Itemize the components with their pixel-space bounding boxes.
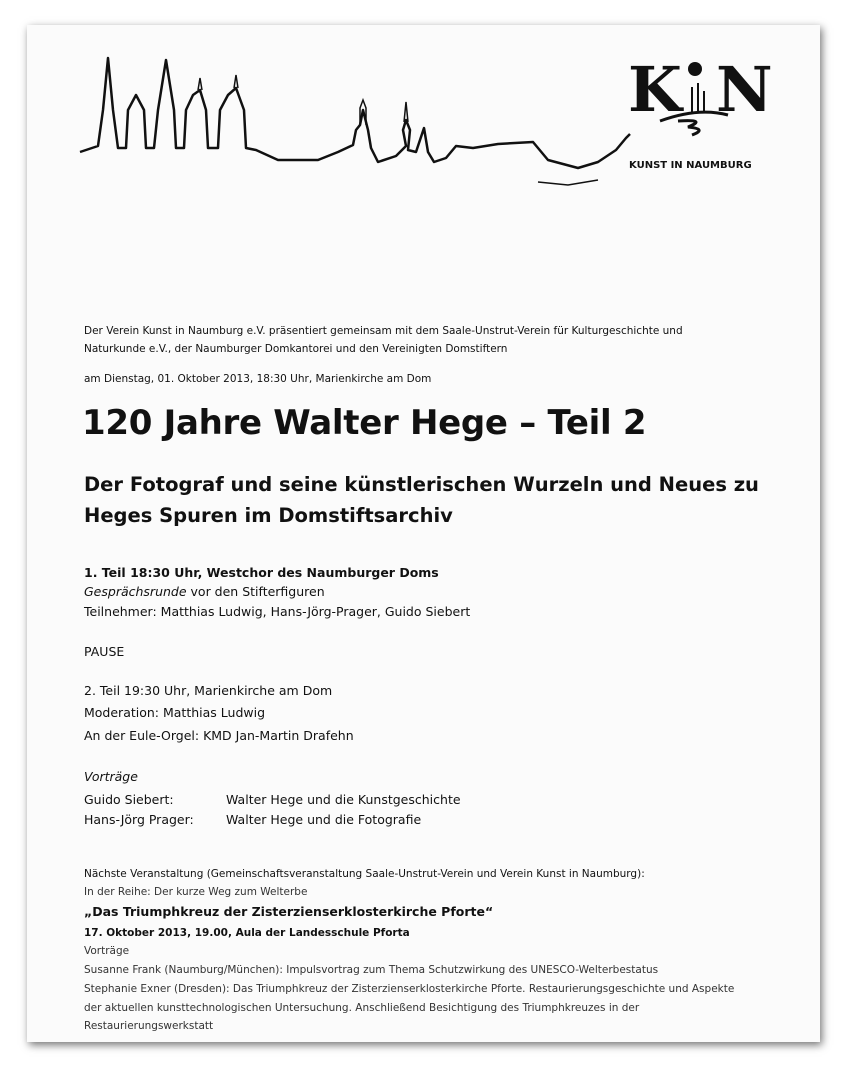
part2-heading: 2. Teil 19:30 Uhr, Marienkirche am Dom [84, 683, 333, 698]
part1-format-italic: Gesprächsrunde [84, 584, 187, 599]
page-title: 120 Jahre Walter Hege – Teil 2 [82, 403, 647, 443]
svg-text:N: N [716, 53, 773, 126]
next-event-talk-2-line-1: Stephanie Exner (Dresden): Das Triumphkreuz der Zisterzienserklosterkirche Pforte. Restaurierungsgeschichte und Aspekte [84, 983, 735, 995]
next-event-date: 17. Oktober 2013, 19.00, Aula der Landesschule Pforta [84, 927, 410, 939]
next-event-talks-label: Vorträge [84, 945, 130, 957]
talk-topic: Walter Hege und die Kunstgeschichte [226, 792, 461, 807]
next-event-talk-1: Susanne Frank (Naumburg/München): Impulsvortrag zum Thema Schutzwirkung des UNESCO-Welterbestatus [84, 964, 659, 976]
part1-heading: 1. Teil 18:30 Uhr, Westchor des Naumburger Doms [84, 565, 439, 580]
part2-organ: An der Eule-Orgel: KMD Jan-Martin Drafehn [84, 728, 354, 743]
next-event-series: In der Reihe: Der kurze Weg zum Welterbe [84, 886, 308, 898]
intro-date: am Dienstag, 01. Oktober 2013, 18:30 Uhr, Marienkirche am Dom [84, 373, 432, 385]
next-event-talk-2-line-3: Restaurierungswerkstatt [84, 1020, 214, 1032]
next-event-intro: Nächste Veranstaltung (Gemeinschaftsveranstaltung Saale-Unstrut-Verein und Verein Kunst in Naumburg): [84, 868, 645, 880]
subtitle-line-2: Heges Spuren im Domstiftsarchiv [84, 504, 453, 527]
talk-speaker: Guido Siebert: [84, 792, 174, 807]
next-event-title: „Das Triumphkreuz der Zisterzienserklosterkirche Pforte“ [84, 904, 494, 919]
svg-text:K: K [628, 53, 682, 126]
kin-logo [628, 53, 773, 135]
part1-participants: Teilnehmer: Matthias Ludwig, Hans-Jörg-Prager, Guido Siebert [84, 604, 471, 619]
intro-line-1: Der Verein Kunst in Naumburg e.V. präsentiert gemeinsam mit dem Saale-Unstrut-Verein für Kulturgeschichte und [84, 325, 683, 337]
talk-speaker: Hans-Jörg Prager: [84, 812, 194, 827]
intro-line-2: Naturkunde e.V., der Naumburger Domkantorei und den Vereinigten Domstiftern [84, 343, 508, 355]
logo-caption: KUNST IN NAUMBURG [629, 160, 752, 171]
pause-label: PAUSE [84, 644, 125, 659]
talk-topic: Walter Hege und die Fotografie [226, 812, 422, 827]
naumburg-skyline-drawing [78, 50, 638, 190]
part1-format [84, 584, 325, 599]
talks-heading: Vorträge [84, 769, 138, 784]
part2-moderation: Moderation: Matthias Ludwig [84, 705, 266, 720]
next-event-talk-2-line-2: der aktuellen kunsttechnologischen Untersuchung. Anschließend Besichtigung des Triumphkreuzes in der [84, 1002, 640, 1014]
subtitle-line-1: Der Fotograf und seine künstlerischen Wurzeln und Neues zu [84, 473, 759, 496]
part1-format-rest: vor den Stifterfiguren [186, 584, 325, 599]
kin-logo-icon [628, 53, 773, 135]
